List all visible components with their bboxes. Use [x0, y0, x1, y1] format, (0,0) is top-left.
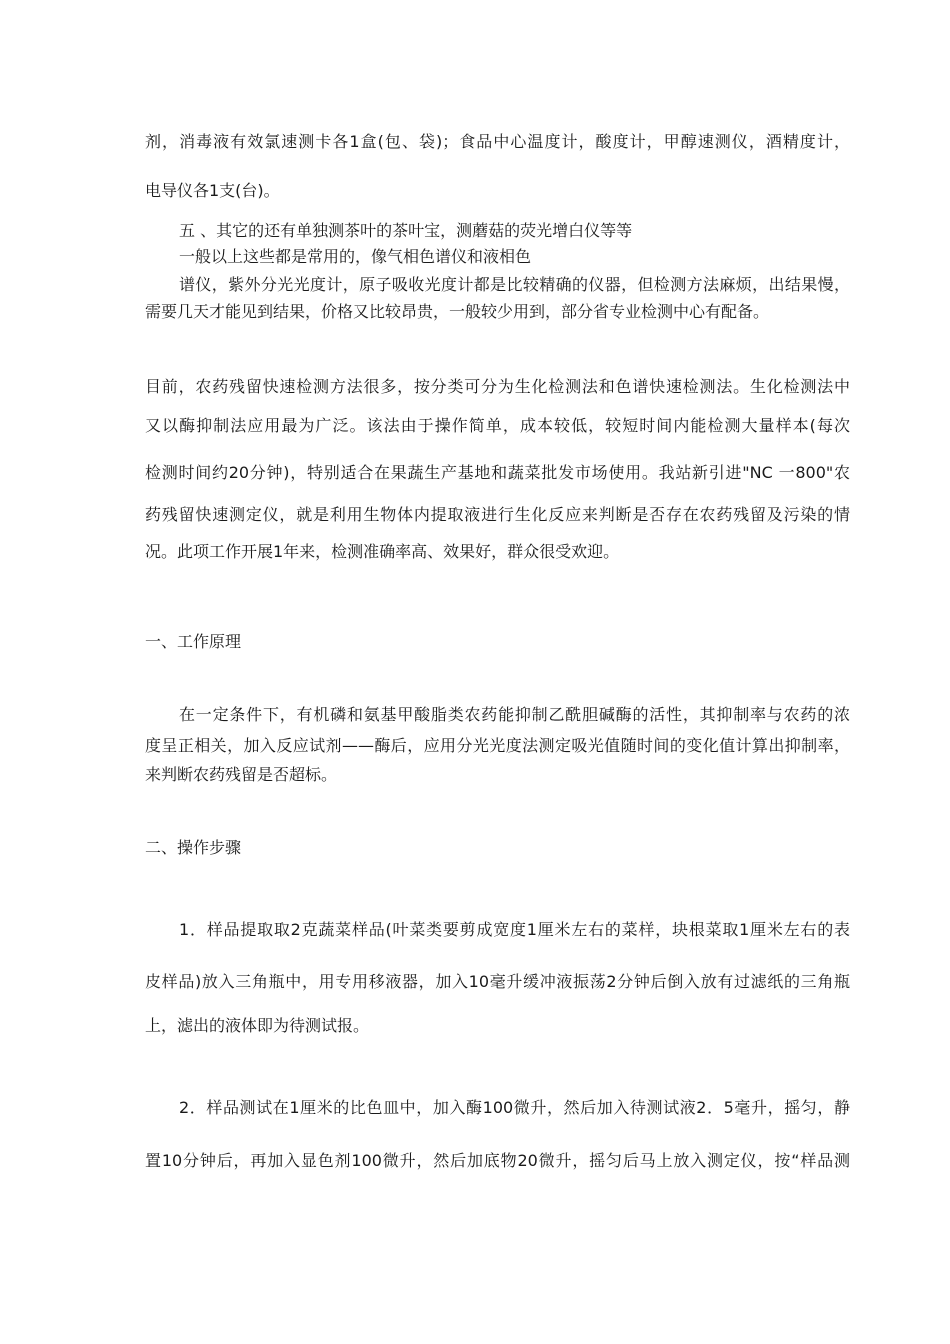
section-heading: 一、工作原理 [145, 632, 242, 651]
text-line: 剂，消毒液有效氯速测卡各1盒(包、袋)；食品中心温度计，酸度计，甲醇速测仪，酒精度计， [145, 132, 850, 151]
text-line: 一般以上这些都是常用的，像气相色谱仪和液相色 [179, 247, 532, 266]
text-line: 目前，农药残留快速检测方法很多，按分类可分为生化检测法和色谱快速检测法。生化检测法中 [145, 377, 850, 396]
text-line: 在一定条件下，有机磷和氨基甲酸脂类农药能抑制乙酰胆碱酶的活性，其抑制率与农药的浓 [179, 705, 850, 724]
text-line: 电导仪各1支(台)。 [145, 181, 280, 200]
text-line: 况。此项工作开展1年来，检测准确率高、效果好，群众很受欢迎。 [145, 542, 620, 561]
text-line: 度呈正相关，加入反应试剂——酶后，应用分光光度法测定吸光值随时间的变化值计算出抑制率， [145, 736, 850, 755]
text-line: 皮样品)放入三角瓶中，用专用移液器，加入10毫升缓冲液振荡2分钟后倒入放有过滤纸的三角瓶 [145, 972, 850, 991]
text-line: 来判断农药残留是否超标。 [145, 765, 338, 784]
text-line: 药残留快速测定仪，就是利用生物体内提取液进行生化反应来判断是否存在农药残留及污染的情 [145, 505, 850, 524]
section-heading: 二、操作步骤 [145, 838, 242, 857]
text-line: 2．样品测试在1厘米的比色皿中，加入酶100微升，然后加入待测试液2．5毫升，摇匀，静 [179, 1098, 850, 1117]
text-line: 又以酶抑制法应用最为广泛。该法由于操作简单，成本较低，较短时间内能检测大量样本(每次 [145, 416, 850, 435]
text-line: 需要几天才能见到结果，价格又比较昂贵，一般较少用到，部分省专业检测中心有配备。 [145, 302, 770, 321]
text-line: 上，滤出的液体即为待测试报。 [145, 1016, 370, 1035]
text-line: 谱仪，紫外分光光度计，原子吸收光度计都是比较精确的仪器，但检测方法麻烦，出结果慢， [179, 275, 850, 294]
text-line: 五 、其它的还有单独测茶叶的茶叶宝，测蘑菇的荧光增白仪等等 [179, 221, 633, 240]
text-line: 1．样品提取取2克蔬菜样品(叶菜类要剪成宽度1厘米左右的菜样，块根菜取1厘米左右的表 [179, 920, 850, 939]
text-line: 置10分钟后，再加入显色剂100微升，然后加底物20微升，摇匀后马上放入测定仪，按“样品测 [145, 1151, 850, 1170]
text-line: 检测时间约20分钟)，特别适合在果蔬生产基地和蔬菜批发市场使用。我站新引进"NC 一800"农 [145, 463, 850, 482]
